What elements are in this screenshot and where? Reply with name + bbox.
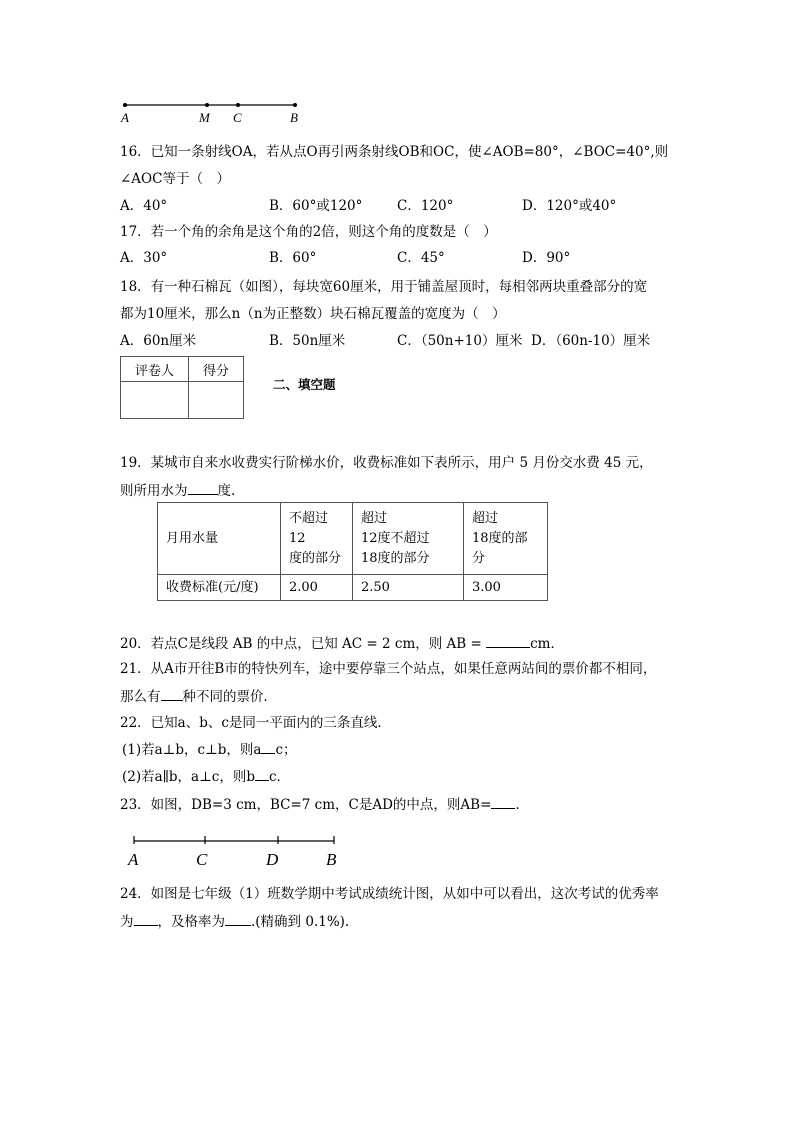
q17-option-b[interactable]: B．60°: [269, 250, 317, 266]
segment-diagram-amcb: [118, 98, 308, 112]
point-c-dot: [236, 103, 240, 107]
q17-stem: 17．若一个角的余角是这个角的2倍，则这个角的度数是（ ）: [120, 224, 497, 240]
q18-stem-line1: 18．有一种石棉瓦（如图），每块宽60厘米，用于铺盖屋顶时，每相邻两块重叠部分的宽: [120, 279, 648, 295]
q22-stem: 22．已知a、b、c是同一平面内的三条直线．: [120, 715, 391, 731]
q24-blank-excellent[interactable]: [134, 912, 158, 926]
q18-option-b[interactable]: B．50n厘米: [269, 333, 346, 349]
q18-option-d[interactable]: D．（60n-10）厘米: [531, 333, 651, 349]
q19-answer-blank[interactable]: [188, 481, 218, 495]
q22-part1-blank[interactable]: [261, 740, 275, 754]
water-header-tier2: 超过 12度不超过 18度的部分: [353, 503, 464, 575]
q16-stem-line2: ∠AOC等于（ ）: [120, 171, 230, 187]
label-a: A: [121, 110, 129, 125]
grader-score-table: [120, 356, 244, 419]
q21-stem-line2: 那么有 种不同的票价．: [120, 689, 277, 705]
q16-option-b[interactable]: B．60°或120°: [269, 198, 363, 214]
label2-b: B: [326, 850, 337, 869]
label-c: C: [233, 110, 242, 125]
q17-option-a[interactable]: A．30°: [120, 250, 168, 266]
q21-stem-line1: 21．从A市开往B市的特快列车，途中要停靠三个站点，如果任意两站间的票价都不相同，: [120, 661, 657, 677]
label2-d: D: [266, 850, 279, 869]
score-cell[interactable]: [189, 382, 244, 419]
q16-stem-line1: 16．已知一条射线OA，若从点O再引两条射线OB和OC，使∠AOB=80°，∠BOC=40°,则: [120, 144, 669, 160]
q21-answer-blank[interactable]: [161, 687, 183, 701]
q22-part2: (2)若a∥b，a⊥c，则b c．: [122, 769, 291, 785]
point-b-dot: [293, 103, 297, 107]
q16-option-c[interactable]: C．120°: [397, 198, 454, 214]
water-header-tier1: 不超过12 度的部分: [281, 503, 353, 575]
water-price-tier2: 2.50: [353, 575, 464, 601]
score-header: 得分: [189, 357, 244, 382]
q24-blank-pass[interactable]: [225, 912, 251, 926]
q20-stem: 20．若点C是线段 AB 的中点，已知 AC = 2 cm，则 AB = cm．: [120, 636, 564, 652]
segment-diagram-acdb: [130, 834, 340, 848]
label-m: M: [199, 110, 210, 125]
q16-option-d[interactable]: D．120°或40°: [522, 198, 617, 214]
water-row-label: 收费标准(元/度): [158, 575, 281, 601]
q17-option-c[interactable]: C．45°: [397, 250, 445, 266]
water-header-tier3: 超过 18度的部 分: [464, 503, 548, 575]
q23-stem: 23．如图，DB=3 cm，BC=7 cm，C是AD的中点，则AB= .: [120, 797, 520, 813]
q17-option-d[interactable]: D．90°: [522, 250, 571, 266]
q16-option-a[interactable]: A．40°: [120, 198, 168, 214]
q18-stem-line2: 都为10厘米，那么n（n为正整数）块石棉瓦覆盖的宽度为（ ）: [120, 306, 506, 322]
q24-stem-line2: 为 ，及格率为 .(精确到 0.1%).: [120, 914, 350, 930]
q24-stem-line1: 24．如图是七年级（1）班数学期中考试成绩统计图，从如中可以看出，这次考试的优秀率: [120, 886, 659, 902]
point-m-dot: [205, 103, 209, 107]
q20-answer-blank[interactable]: [486, 634, 530, 648]
q22-part1: (1)若a⊥b，c⊥b，则a c；: [122, 742, 297, 758]
water-header-usage: 月用水量: [158, 503, 281, 575]
grader-cell[interactable]: [121, 382, 189, 419]
q23-answer-blank[interactable]: [491, 795, 515, 809]
q22-part2-blank[interactable]: [255, 767, 269, 781]
grader-header: 评卷人: [121, 357, 189, 382]
q19-stem-line1: 19．某城市自来水收费实行阶梯水价，收费标准如下表所示，用户 5 月份交水费 45 元，: [120, 455, 653, 471]
q18-option-c[interactable]: C．（50n+10）厘米: [397, 333, 523, 349]
label-b: B: [290, 110, 298, 125]
label2-a: A: [128, 850, 139, 869]
water-price-table: [157, 502, 548, 601]
water-price-tier1: 2.00: [281, 575, 353, 601]
q18-option-a[interactable]: A．60n厘米: [120, 333, 197, 349]
q19-stem-line2: 则所用水为 度.: [120, 483, 236, 499]
water-price-tier3: 3.00: [464, 575, 548, 601]
point-a-dot: [123, 103, 127, 107]
section-title: 二、填空题: [273, 377, 336, 392]
label2-c: C: [196, 850, 208, 869]
